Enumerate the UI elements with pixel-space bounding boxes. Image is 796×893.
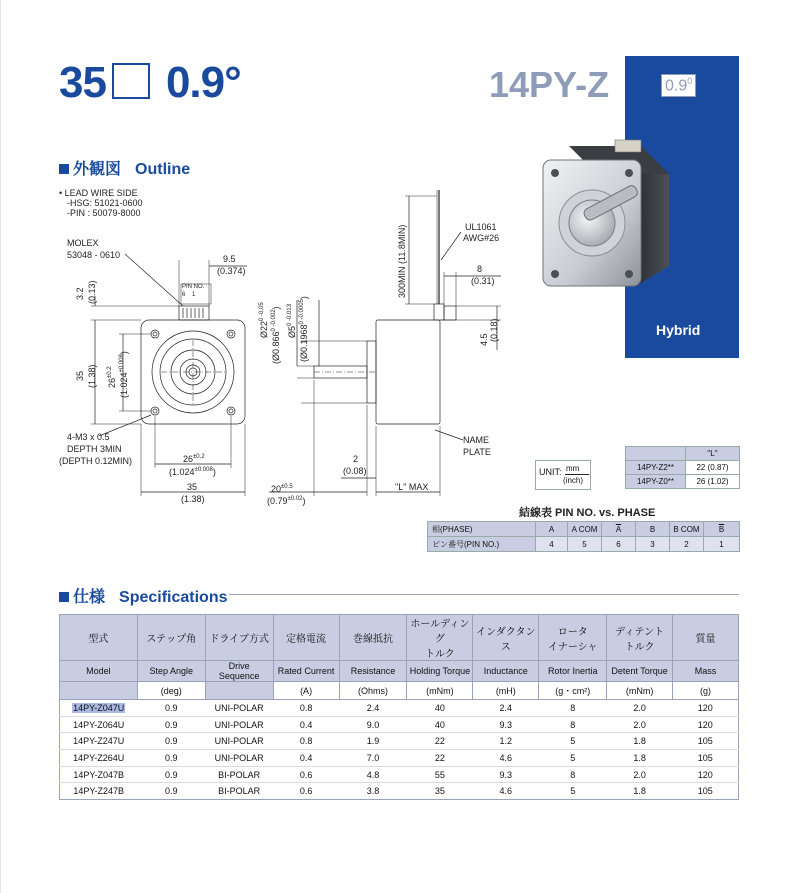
length-table-corner xyxy=(626,447,686,461)
name-plate-1: NAME xyxy=(463,435,490,445)
dim-20-inch-tol: ±0.02 xyxy=(287,496,303,502)
dim-26-vert-inch xyxy=(117,351,129,398)
header-unit: (Ohms) xyxy=(339,682,407,700)
phase-cell: A xyxy=(536,522,568,537)
dim-8: 8 xyxy=(477,264,483,274)
dim-20-val: 20 xyxy=(271,484,282,494)
cell: 1.8 xyxy=(607,750,673,767)
outline-heading-jp: 外観図 xyxy=(73,161,122,178)
phase-cell: $\overline{A}$ xyxy=(602,522,636,537)
header-en: Holding Torque xyxy=(407,661,473,682)
cell: 40 xyxy=(407,716,473,733)
phase-cell: $\overline{B}$ xyxy=(704,522,740,537)
dim-26-vert-val: 26 xyxy=(107,377,117,388)
cell-model: 14PY-Z264U xyxy=(60,750,138,767)
dim-dia5-inch-val: (Ø0.1968 xyxy=(299,324,309,362)
hybrid-label: Hybrid xyxy=(656,322,701,338)
dim-dia22-inch-close: ) xyxy=(271,306,281,310)
cell: 0.6 xyxy=(273,766,339,783)
header-unit: (mNm) xyxy=(407,682,473,700)
header-unit: (A) xyxy=(273,682,339,700)
name-plate-2: PLATE xyxy=(463,447,491,457)
pin-cell: 2 xyxy=(670,537,704,552)
specs-heading-en: Specifications xyxy=(119,589,228,606)
pin-phase-title: 結線表 PIN NO. vs. PHASE xyxy=(519,507,656,519)
cell: UNI-POLAR xyxy=(205,700,273,717)
outline-heading-en: Outline xyxy=(135,161,191,178)
header-unit: (deg) xyxy=(137,682,205,700)
dim-26-vert-tol: ±0.2 xyxy=(107,366,113,378)
unit-inch: (inch) xyxy=(563,476,584,485)
cell-model xyxy=(60,700,138,717)
cell: 22 xyxy=(407,750,473,767)
cell: 120 xyxy=(673,766,739,783)
cell: 0.9 xyxy=(137,700,205,717)
header-en: Drive Sequence xyxy=(205,661,273,682)
cell: 0.4 xyxy=(273,716,339,733)
specs-heading xyxy=(59,584,228,607)
length-table-header: "L" xyxy=(686,447,740,461)
header-unit: (g・cm²) xyxy=(539,682,607,700)
ul-label: UL1061 xyxy=(465,222,497,232)
header-unit: (mNm) xyxy=(607,682,673,700)
model-title: 14PY-Z xyxy=(489,64,610,105)
dim-3-2-inch: (0.13) xyxy=(87,280,97,304)
cell: BI-POLAR xyxy=(205,783,273,800)
cell: 2.4 xyxy=(339,700,407,717)
header-size: 35 xyxy=(59,58,106,107)
pin-cell: 5 xyxy=(568,537,602,552)
dim-20-inch-close: ) xyxy=(302,496,306,506)
cell: 0.9 xyxy=(137,766,205,783)
cell: 4.8 xyxy=(339,766,407,783)
cell: 8 xyxy=(539,700,607,717)
dim-20-tol: ±0.5 xyxy=(281,484,293,490)
dim-35-horiz: 35 xyxy=(187,482,198,492)
table-row xyxy=(60,700,739,717)
dim-4-5: 4.5 xyxy=(479,333,489,346)
unit-label: UNIT: xyxy=(539,467,562,477)
unit-mm: mm xyxy=(566,464,580,473)
cell: 3.8 xyxy=(339,783,407,800)
dim-dia5-val: Ø5 xyxy=(287,325,297,338)
cell: 5 xyxy=(539,750,607,767)
header-unit: (g) xyxy=(673,682,739,700)
cell-model: 14PY-Z064U xyxy=(60,716,138,733)
cell: 1.8 xyxy=(607,783,673,800)
cell: 4.6 xyxy=(473,783,539,800)
cell: 40 xyxy=(407,700,473,717)
length-row-model: 14PY-Z2** xyxy=(626,461,686,475)
cell: 0.8 xyxy=(273,733,339,750)
dim-dia5-inch xyxy=(297,296,309,362)
dim-20 xyxy=(271,482,293,494)
header-jp: 質量 xyxy=(673,615,739,661)
cell: 7.0 xyxy=(339,750,407,767)
phase-cell: B COM xyxy=(670,522,704,537)
cell: 1.9 xyxy=(339,733,407,750)
header-jp: ディテント トルク xyxy=(607,615,673,661)
cell: 4.6 xyxy=(473,750,539,767)
cell: UNI-POLAR xyxy=(205,716,273,733)
dim-dia22-val: Ø22 xyxy=(259,320,269,338)
dim-26-horiz-inch xyxy=(169,465,216,477)
dim-26-horiz-inch-tol: ±0.008 xyxy=(194,467,213,473)
cell: 0.9 xyxy=(137,783,205,800)
dim-dia22-inch-val: (Ø0.866 xyxy=(271,331,281,364)
cell: 0.6 xyxy=(273,783,339,800)
dim-26-horiz xyxy=(183,452,205,464)
tap-depth-inch: (DEPTH 0.12MIN) xyxy=(59,456,133,466)
header-en: Model xyxy=(60,661,138,682)
pin-cell: 4 xyxy=(536,537,568,552)
cell-model: 14PY-Z247U xyxy=(60,733,138,750)
dim-20-inch xyxy=(267,494,306,506)
dim-26-horiz-inch-close: ) xyxy=(212,467,216,477)
cell: 8 xyxy=(539,716,607,733)
header-jp: 定格電流 xyxy=(273,615,339,661)
header-jp: ホールディング トルク xyxy=(407,615,473,661)
dim-35-vert: 35 xyxy=(75,370,85,381)
cell: 5 xyxy=(539,733,607,750)
pin-row-label: ピン番号(PIN NO.) xyxy=(428,537,536,552)
dim-26-vert-inch-tol: ±0.008 xyxy=(119,354,125,373)
cell-model: 14PY-Z047B xyxy=(60,766,138,783)
header-en: Resistance xyxy=(339,661,407,682)
phase-row-label: 相(PHASE) xyxy=(428,522,536,537)
header-unit: (mH) xyxy=(473,682,539,700)
lead-note-2: -HSG: 51021-0600 xyxy=(67,198,143,208)
dim-26-vert-inch-close: ) xyxy=(119,351,129,355)
dim-26-vert-inch-val: (1.024 xyxy=(119,372,129,398)
cell: 105 xyxy=(673,750,739,767)
length-row-model: 14PY-Z0** xyxy=(626,475,686,489)
header-en: Inductance xyxy=(473,661,539,682)
dim-35-vert-inch: (1.38) xyxy=(87,364,97,388)
unit-divider xyxy=(565,474,589,475)
dim-lead-length: 300MIN (11.8MIN) xyxy=(397,224,407,298)
cell: 22 xyxy=(407,733,473,750)
specs-table xyxy=(59,614,739,800)
pin-no-label: PIN NO. xyxy=(182,284,205,290)
length-row-value: 22 (0.87) xyxy=(686,461,740,475)
dim-2-inch: (0.08) xyxy=(343,466,367,476)
table-row xyxy=(60,716,739,733)
phase-cell: A COM xyxy=(568,522,602,537)
dim-20-inch-val: (0.79 xyxy=(267,496,288,506)
header-en: Step Angle xyxy=(137,661,205,682)
header-jp: 巻線抵抗 xyxy=(339,615,407,661)
dim-dia5-inch-tol: 0 -0.0005 xyxy=(299,299,305,325)
lead-note-1: • LEAD WIRE SIDE xyxy=(59,188,138,198)
dim-3-2: 3.2 xyxy=(75,287,85,300)
dim-26-horiz-tol: ±0.2 xyxy=(193,454,205,460)
header-jp: 型式 xyxy=(60,615,138,661)
header-unit xyxy=(60,682,138,700)
lead-note-3: -PIN : 50079-8000 xyxy=(67,208,141,218)
pin-numbers: 6 1 xyxy=(182,292,196,298)
header-en: Detent Torque xyxy=(607,661,673,682)
header-en: Mass xyxy=(673,661,739,682)
header-unit xyxy=(205,682,273,700)
dim-9-5: 9.5 xyxy=(223,254,236,264)
cell: UNI-POLAR xyxy=(205,733,273,750)
molex-part: 53048 - 0610 xyxy=(67,250,121,260)
specs-heading-jp: 仕様 xyxy=(73,589,106,606)
dim-dia22-inch xyxy=(269,306,281,364)
cell: 0.9 xyxy=(137,750,205,767)
cell: 120 xyxy=(673,700,739,717)
header-en: Rated Current xyxy=(273,661,339,682)
length-table xyxy=(625,446,740,489)
dim-2: 2 xyxy=(353,454,359,464)
length-row-value: 26 (1.02) xyxy=(686,475,740,489)
phase-cell: B xyxy=(636,522,670,537)
dim-9-5-inch: (0.374) xyxy=(217,266,246,276)
pin-cell: 1 xyxy=(704,537,740,552)
cell: 8 xyxy=(539,766,607,783)
table-row xyxy=(60,783,739,800)
cell: 0.9 xyxy=(137,733,205,750)
cell: 0.9 xyxy=(137,716,205,733)
dim-dia5 xyxy=(285,304,297,338)
cell: 9.3 xyxy=(473,716,539,733)
header-angle: 0.9° xyxy=(165,58,241,107)
pin-cell: 3 xyxy=(636,537,670,552)
awg-label: AWG#26 xyxy=(463,233,500,243)
dim-26-horiz-val: 26 xyxy=(183,454,194,464)
cell: 1.8 xyxy=(607,733,673,750)
cell: 2.0 xyxy=(607,716,673,733)
dim-dia5-tol: 0 -0.013 xyxy=(287,303,293,326)
dim-dia22-tol: 0 -0.05 xyxy=(259,302,265,321)
angle-badge-value: 0.9 xyxy=(665,77,688,95)
model-highlight: 14PY-Z047U xyxy=(73,702,125,713)
unit-box xyxy=(535,460,591,490)
cell: 5 xyxy=(539,783,607,800)
tap-depth: DEPTH 3MIN xyxy=(67,444,122,454)
cell: 55 xyxy=(407,766,473,783)
table-row xyxy=(60,733,739,750)
cell: 2.0 xyxy=(607,766,673,783)
square-bullet-icon xyxy=(59,592,69,602)
cell: 1.2 xyxy=(473,733,539,750)
cell: 2.0 xyxy=(607,700,673,717)
cell: 9.0 xyxy=(339,716,407,733)
dim-l-max: "L" MAX xyxy=(395,482,429,492)
tap-spec: 4-M3 x 0.5 xyxy=(67,432,110,442)
cell: 105 xyxy=(673,733,739,750)
cell-model: 14PY-Z247B xyxy=(60,783,138,800)
dim-dia22 xyxy=(257,302,269,338)
header-jp: インダクタンス xyxy=(473,615,539,661)
table-row xyxy=(60,766,739,783)
table-row xyxy=(60,750,739,767)
cell: BI-POLAR xyxy=(205,766,273,783)
cell: 120 xyxy=(673,716,739,733)
pin-phase-table xyxy=(427,521,740,552)
cell: 2.4 xyxy=(473,700,539,717)
cell: 0.4 xyxy=(273,750,339,767)
dim-dia5-inch-close: ) xyxy=(299,296,309,300)
cell: UNI-POLAR xyxy=(205,750,273,767)
dim-8-inch: (0.31) xyxy=(471,276,495,286)
header-jp: ドライブ方式 xyxy=(205,615,273,661)
cell: 9.3 xyxy=(473,766,539,783)
header-jp: ロータ イナーシャ xyxy=(539,615,607,661)
header-en: Rotor Inertia xyxy=(539,661,607,682)
cell: 35 xyxy=(407,783,473,800)
cell: 0.8 xyxy=(273,700,339,717)
cell: 105 xyxy=(673,783,739,800)
specs-heading-rule xyxy=(229,594,739,595)
dim-4-5-inch: (0.18) xyxy=(489,318,499,342)
pin-cell: 6 xyxy=(602,537,636,552)
dim-35-horiz-inch: (1.38) xyxy=(181,494,205,504)
molex-label: MOLEX xyxy=(67,238,99,248)
dim-26-horiz-inch-val: (1.024 xyxy=(169,467,195,477)
angle-badge-sup: 0 xyxy=(687,76,693,86)
dim-26-vert xyxy=(105,366,117,388)
header-jp: ステップ角 xyxy=(137,615,205,661)
dim-dia22-inch-tol: 0 -0.002 xyxy=(271,309,277,332)
